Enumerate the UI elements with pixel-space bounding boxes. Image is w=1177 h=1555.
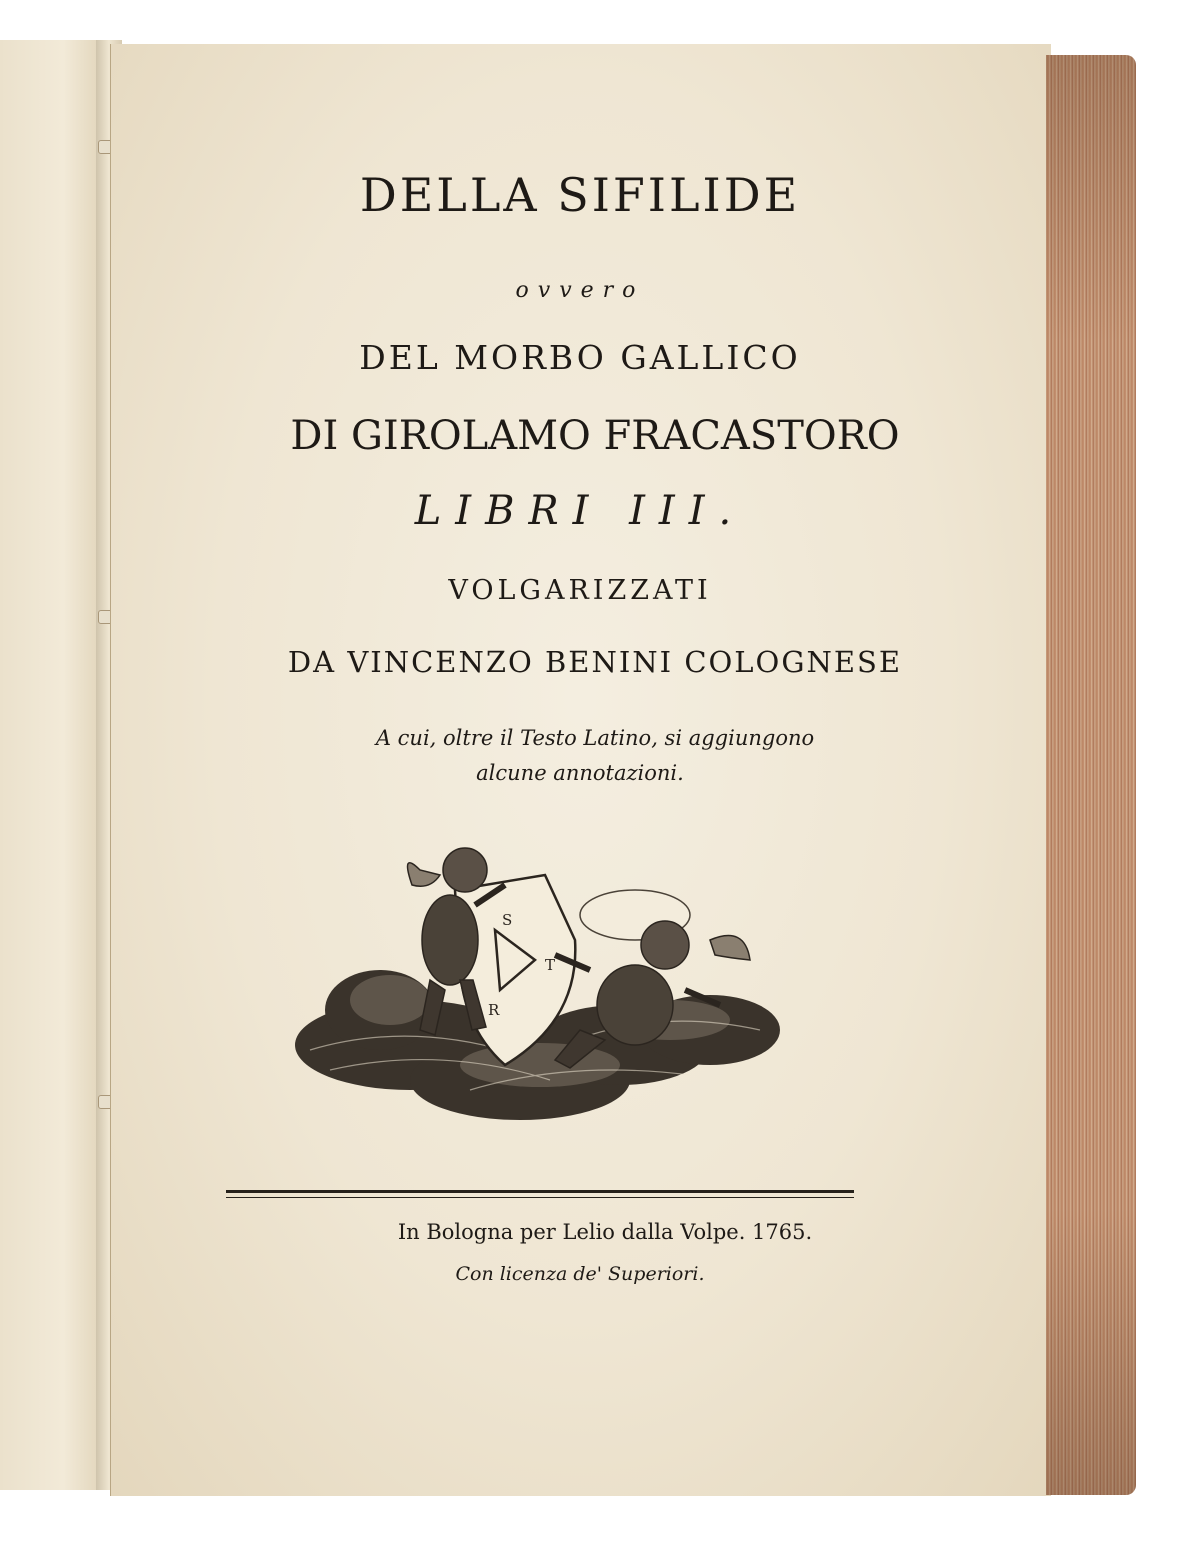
book-title: DELLA SIFILIDE xyxy=(359,168,801,222)
book-subtitle: DEL MORBO GALLICO xyxy=(359,338,801,377)
note-line-2: alcune annotazioni. xyxy=(476,761,684,785)
translated-line: VOLGARIZZATI xyxy=(448,575,712,606)
license-line: Con licenza de' Superiori. xyxy=(455,1263,705,1285)
translator-line: DA VINCENZO BENINI COLOGNESE xyxy=(287,645,903,679)
ovvero-line: ovvero xyxy=(515,278,645,303)
imprint-line: In Bologna per Lelio dalla Volpe. 1765. xyxy=(397,1220,813,1244)
shield-letter-s: S xyxy=(502,911,513,929)
double-rule xyxy=(226,1190,854,1193)
shield-letter-t: T xyxy=(545,956,556,974)
cherubs-vignette-engraving xyxy=(290,830,790,1150)
page-edges-shading xyxy=(1046,55,1136,1495)
left-page xyxy=(0,40,107,1490)
books-line: LIBRI III. xyxy=(414,488,746,534)
note-line-1: A cui, oltre il Testo Latino, si aggiungono xyxy=(375,726,815,750)
double-rule-thin xyxy=(226,1197,854,1198)
shield-letter-r: R xyxy=(488,1001,500,1019)
author-line: DI GIROLAMO FRACASTORO xyxy=(290,413,900,459)
